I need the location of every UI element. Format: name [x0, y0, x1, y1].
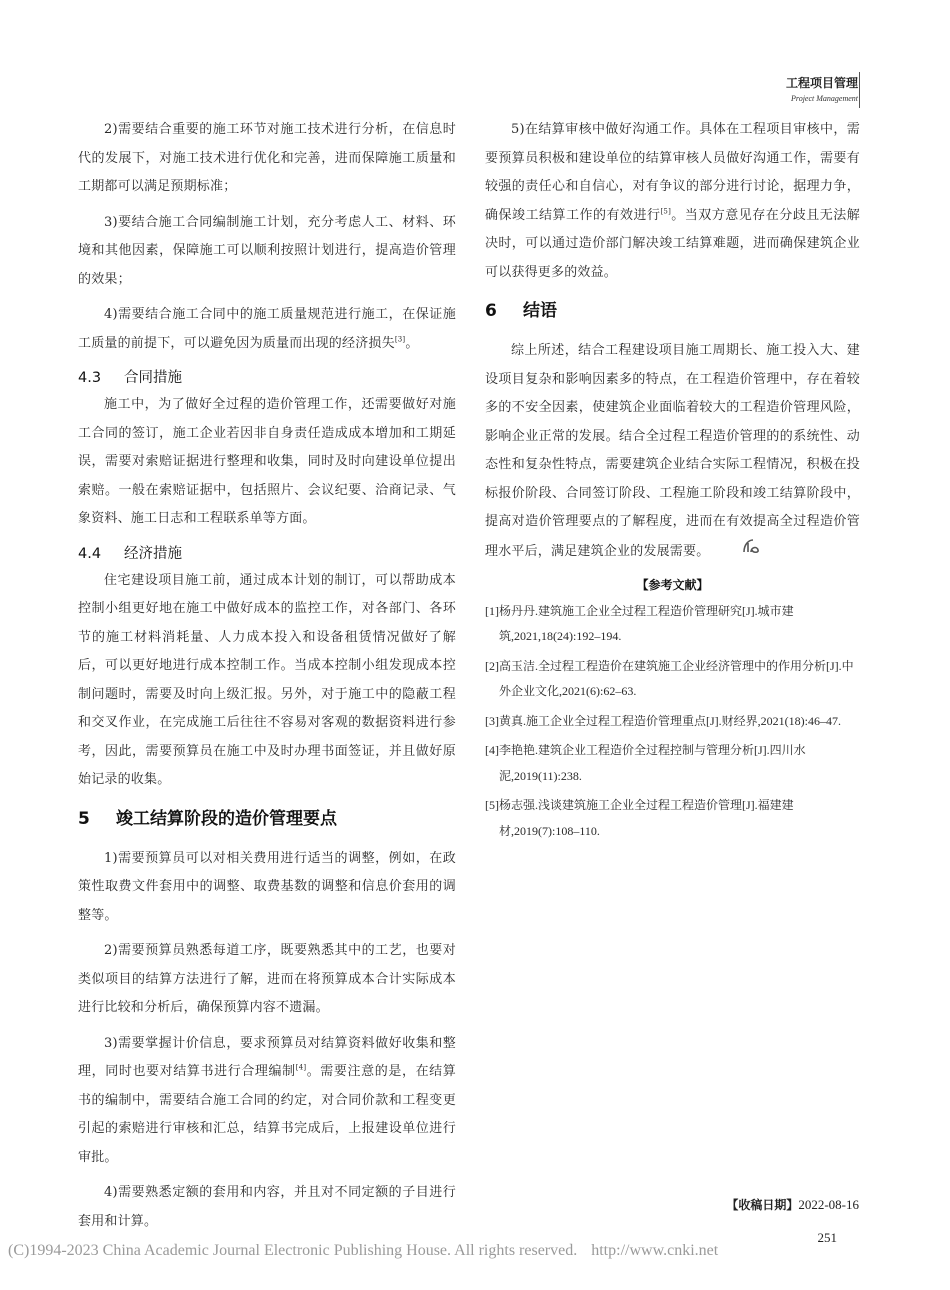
- paragraph: 综上所述，结合工程建设项目施工周期长、施工投入大、建设项目复杂和影响因素多的特点，在工程造价管理中，存在着较多的不安全因素，使建筑企业面临着较大的工程造价管理风险，影响企业正常的发展。结合全过程工程造价管理的的系统性、动态性和复杂性特点，需要建筑企业结合实际工程情况，积极在投标报价阶段、合同签订阶段、工程施工阶段和竣工结算阶段中，提高对造价管理要点的了解程度，进而在有效提高全过程造价管理水平后，满足建筑企业的发展需要。: [485, 337, 860, 566]
- reference-item: [1]杨丹丹.建筑施工企业全过程工程造价管理研究[J].城市建筑,2021,18(24):192–194.: [485, 603, 794, 644]
- page-number: 251: [817, 1230, 837, 1245]
- reference-item: [5]杨志强.浅谈建筑施工企业全过程工程造价管理[J].福建建材,2019(7):108–110.: [485, 798, 794, 838]
- section-heading-6: 6 结语: [485, 301, 557, 321]
- section-heading-4-4: 4.4 经济措施: [78, 545, 182, 562]
- copyright-watermark: (C)1994-2023 China Academic Journal Electronic Publishing House. All rights reserved. http://www.cnki.net: [8, 1242, 719, 1259]
- end-mark-icon: [715, 537, 761, 566]
- section-heading-4-3: 4.3 合同措施: [78, 370, 182, 386]
- journal-header: [786, 74, 858, 103]
- paragraph: 4)需要熟悉定额的套用和内容，并且对不同定额的子目进行套用和计算。: [78, 1185, 456, 1229]
- reference-item: [3]黄真.施工企业全过程工程造价管理重点[J].财经界,2021(18):46–47.: [485, 713, 841, 728]
- reference-item: [4]李艳艳.建筑企业工程造价全过程控制与管理分析[J].四川水泥,2019(11):238.: [485, 743, 806, 783]
- paragraph: 施工中，为了做好全过程的造价管理工作，还需要做好对施工合同的签订，施工企业若因非自身责任造成成本增加和工期延误，需要对索赔证据进行整理和收集，同时及时向建设单位提出索赔。一般在索赔证据中，包括照片、会议纪要、洽商记录、气象资料、施工日志和工程联系单等方面。: [78, 397, 456, 526]
- journal-title-en: Project Management: [790, 94, 858, 103]
- references-heading: 【参考文献】: [636, 577, 709, 592]
- reference-item: [2]高玉洁.全过程工程造价在建筑施工企业经济管理中的作用分析[J].中外企业文化,2021(6):62–63.: [485, 658, 854, 699]
- citation[interactable]: [3]: [394, 335, 406, 344]
- paragraph: 2)需要预算员熟悉每道工序，既要熟悉其中的工艺，也要对类似项目的结算方法进行了解，进而在将预算成本合计实际成本进行比较和分析后，确保预算内容不遗漏。: [78, 943, 456, 1015]
- cnki-link[interactable]: http://www.cnki.net: [591, 1242, 719, 1259]
- journal-title-zh: 工程项目管理: [785, 76, 858, 90]
- paragraph: 1)需要预算员可以对相关费用进行适当的调整，例如，在政策性取费文件套用中的调整、取费基数的调整和信息价套用的调整等。: [78, 850, 456, 923]
- paragraph: 2)需要结合重要的施工环节对施工技术进行分析，在信息时代的发展下，对施工技术进行优化和完善，进而保障施工质量和工期都可以满足预期标准；: [78, 122, 456, 194]
- section-heading-5: 5 竣工结算阶段的造价管理要点: [78, 808, 337, 829]
- paragraph: 住宅建设项目施工前，通过成本计划的制订，可以帮助成本控制小组更好地在施工中做好成本的监控工作，对各部门、各环节的施工材料消耗量、人力成本投入和设备租赁情况做好了解后，可以更好地进行成本控制工作。当成本控制小组发现成本控制问题时，需要及时向上级汇报。另外，对于施工中的隐蔽工程和交叉作业，在完成施工后往往不容易对客观的数据资料进行参考，因此，需要预算员在施工中及时办理书面签证，并且做好原始记录的收集。: [78, 572, 456, 787]
- header-rule: [859, 72, 860, 108]
- citation[interactable]: [4]: [295, 1063, 307, 1072]
- paragraph: 3)要结合施工合同编制施工计划，充分考虑人工、材料、环境和其他因素，保障施工可以顺利按照计划进行，提高造价管理的效果；: [78, 214, 456, 287]
- paragraph: 3)需要掌握计价信息，要求预算员对结算资料做好收集和整理，同时也要对结算书进行合理编制[4]。需要注意的是，在结算书的编制中，需要结合施工合同的约定，对合同价款和工程变更引起的索赔进行审核和汇总，结算书完成后，上报建设单位进行审批。: [78, 1035, 456, 1165]
- left-column: [78, 116, 456, 1243]
- paragraph: 5)在结算审核中做好沟通工作。具体在工程项目审核中，需要预算员积极和建设单位的结算审核人员做好沟通工作，需要有较强的责任心和自信心，对有争议的部分进行讨论，据理力争，确保竣工结算工作的有效进行[5]。当双方意见存在分歧且无法解决时，可以通过造价部门解决竣工结算难题，进而确保建筑企业可以获得更多的效益。: [485, 122, 860, 280]
- citation[interactable]: [5]: [660, 207, 671, 216]
- received-date: 【收稿日期】2022-08-16: [726, 1197, 859, 1212]
- right-column: [485, 116, 860, 848]
- paragraph: 4)需要结合施工合同中的施工质量规范进行施工，在保证施工质量的前提下，可以避免因为质量而出现的经济损失[3]。: [78, 307, 456, 351]
